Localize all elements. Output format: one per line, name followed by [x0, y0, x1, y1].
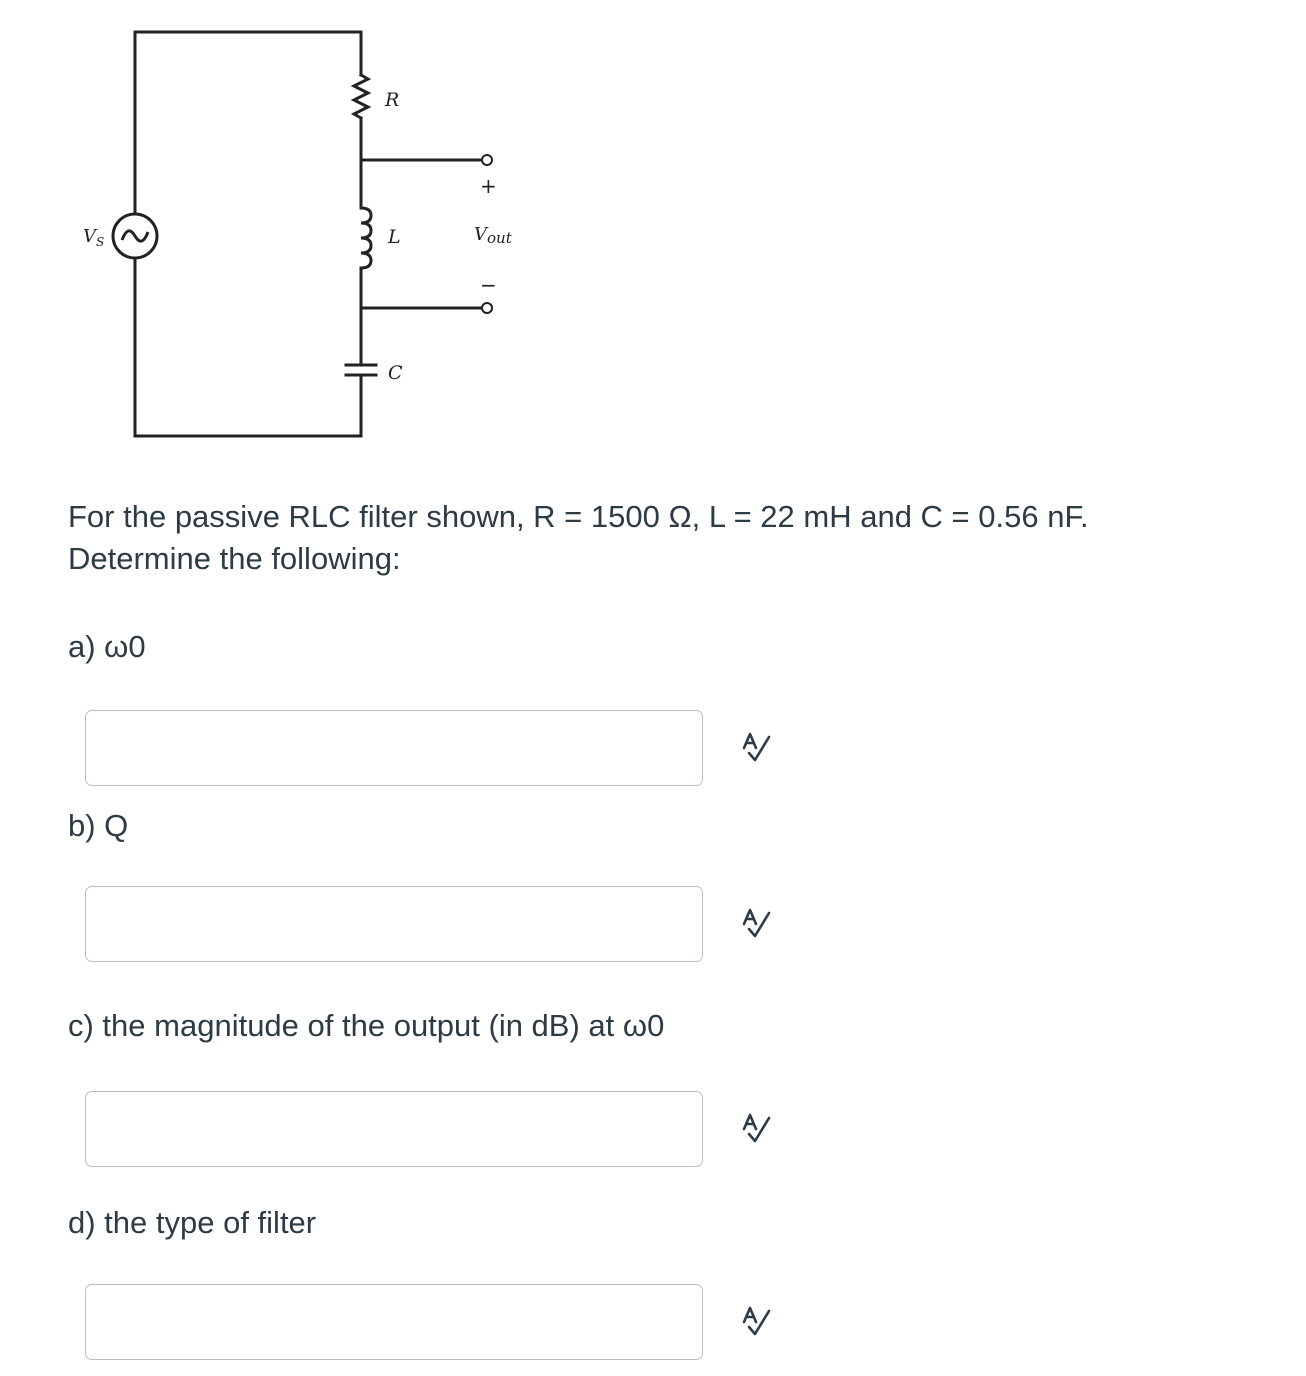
- minus-sign: −: [480, 273, 497, 297]
- output-terminal-positive-icon: [482, 155, 492, 165]
- question-line-1: For the passive RLC filter shown, R = 1500 Ω, L = 22 mH and C = 0.56 nF.: [68, 499, 1089, 534]
- resistor-label: R: [385, 89, 400, 111]
- part-d-label: d) the type of filter: [68, 1205, 317, 1240]
- part-c-label: c) the magnitude of the output (in dB) at ω0: [68, 1008, 665, 1043]
- spellcheck-icon[interactable]: [738, 905, 776, 943]
- part-a-label: a) ω0: [68, 629, 146, 664]
- spellcheck-icon[interactable]: [738, 1303, 776, 1341]
- spellcheck-icon[interactable]: [738, 729, 776, 767]
- output-terminal-negative-icon: [482, 303, 492, 313]
- ac-source-icon: [113, 214, 157, 258]
- source-label: $V_S$: [83, 226, 105, 249]
- capacitor-label: C: [388, 362, 403, 384]
- vout-label: Vout: [474, 224, 512, 247]
- spellcheck-icon[interactable]: [738, 1110, 776, 1148]
- part-b-label: b) Q: [68, 808, 129, 843]
- rlc-circuit-diagram: [0, 0, 560, 460]
- part-c-answer-input[interactable]: [85, 1091, 703, 1167]
- part-b-answer-input[interactable]: [85, 886, 703, 962]
- question-text: [68, 496, 1288, 580]
- plus-sign: +: [480, 174, 497, 198]
- part-d-answer-input[interactable]: [85, 1284, 703, 1360]
- inductor-label: L: [388, 226, 401, 248]
- question-line-2: Determine the following:: [68, 541, 401, 576]
- part-a-answer-input[interactable]: [85, 710, 703, 786]
